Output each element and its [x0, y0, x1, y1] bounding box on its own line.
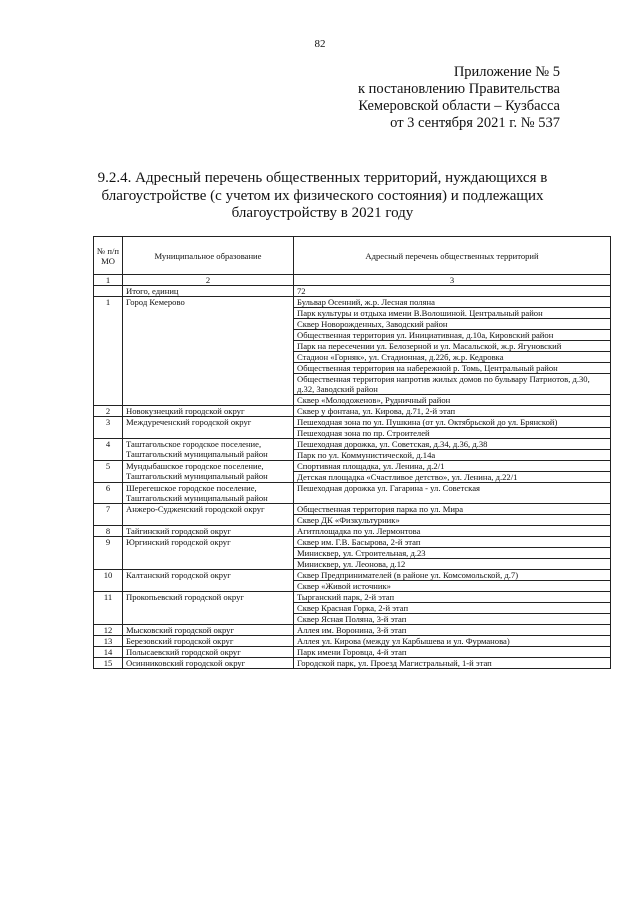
- row-number: 14: [94, 647, 123, 658]
- table-row: [94, 483, 611, 504]
- table-body: [94, 275, 611, 669]
- territory-item: Сквер Новорожденных, Заводский район: [294, 319, 611, 330]
- total-value: 72: [294, 286, 611, 297]
- table-row: [94, 537, 611, 548]
- municipality-name: Шерегешское городское поселение, Таштагольский муниципальный район: [123, 483, 294, 504]
- table-row: [94, 504, 611, 515]
- header-territories: Адресный перечень общественных территорий: [294, 237, 611, 275]
- territory-item: Стадион «Горняк», ул. Стадионная, д.22б, ж.р. Кедровка: [294, 352, 611, 363]
- municipality-name: Юргинский городской округ: [123, 537, 294, 570]
- row-number: 1: [94, 297, 123, 406]
- territory-item: Общественная территория парка по ул. Мира: [294, 504, 611, 515]
- territory-item: Пешеходная дорожка, ул. Советская, д.34, д.36, д.38: [294, 439, 611, 450]
- territory-item: Аллея им. Воронина, 3-й этап: [294, 625, 611, 636]
- territory-item: Общественная территория ул. Инициативная, д.10а, Кировский район: [294, 330, 611, 341]
- col-number: 3: [294, 275, 611, 286]
- territory-item: Пешеходная зона по пр. Строителей: [294, 428, 611, 439]
- municipality-name: Мысковский городской округ: [123, 625, 294, 636]
- table-row: [94, 461, 611, 472]
- territory-item: Общественная территория на набережной р. Томь, Центральный район: [294, 363, 611, 374]
- territory-item: Аллея ул. Кирова (между ул Карбышева и ул. Фурманова): [294, 636, 611, 647]
- total-num-cell: [94, 286, 123, 297]
- table-row: [94, 417, 611, 428]
- territory-item: Минисквер, ул. Строительная, д.23: [294, 548, 611, 559]
- table-row: [94, 439, 611, 450]
- row-number: 15: [94, 658, 123, 669]
- row-number: 2: [94, 406, 123, 417]
- territory-item: Пешеходная дорожка ул. Гагарина - ул. Советская: [294, 483, 611, 504]
- municipality-name: Таштагольское городское поселение, Таштагольский муниципальный район: [123, 439, 294, 461]
- territory-item: Парк по ул. Коммунистической, д.14а: [294, 450, 611, 461]
- territories-table: [93, 236, 611, 669]
- territory-item: Сквер Ясная Поляна, 3-й этап: [294, 614, 611, 625]
- municipality-name: Новокузнецкий городской округ: [123, 406, 294, 417]
- table-row: [94, 647, 611, 658]
- territory-item: Сквер «Живой источник»: [294, 581, 611, 592]
- municipality-name: Мундыбашское городское поселение, Таштагольский муниципальный район: [123, 461, 294, 483]
- territory-item: Общественная территория напротив жилых домов по бульвару Патриотов, д.30, д.32, Заводский район: [294, 374, 611, 395]
- row-number: 4: [94, 439, 123, 461]
- municipality-name: Осинниковский городской округ: [123, 658, 294, 669]
- territory-item: Парк культуры и отдыха имени В.Волошиной. Центральный район: [294, 308, 611, 319]
- territory-item: Спортивная площадка, ул. Ленина, д.2/1: [294, 461, 611, 472]
- territory-item: Минисквер, ул. Леонова, д.12: [294, 559, 611, 570]
- territory-item: Пешеходная зона по ул. Пушкина (от ул. Октябрьской до ул. Брянской): [294, 417, 611, 428]
- appendix-line: Приложение № 5: [453, 64, 560, 80]
- territory-item: Агитплощадка по ул. Лермонтова: [294, 526, 611, 537]
- table-row: [94, 526, 611, 537]
- municipality-name: Тайгинский городской округ: [123, 526, 294, 537]
- territory-item: Бульвар Осенний, ж.р. Лесная поляна: [294, 297, 611, 308]
- territory-item: Парк на пересечении ул. Белозерной и ул. Масальской, ж.р. Ягуновский: [294, 341, 611, 352]
- table-row: [94, 297, 611, 308]
- page-number: 82: [314, 38, 326, 50]
- territory-item: Парк имени Горовца, 4-й этап: [294, 647, 611, 658]
- appendix-line: от 3 сентября 2021 г. № 537: [390, 115, 560, 131]
- row-number: 5: [94, 461, 123, 483]
- row-number: 10: [94, 570, 123, 592]
- row-number: 12: [94, 625, 123, 636]
- row-number: 7: [94, 504, 123, 526]
- table-row: [94, 636, 611, 647]
- table-row: [94, 406, 611, 417]
- table-row: [94, 570, 611, 581]
- col-number: 1: [94, 275, 123, 286]
- territory-item: Сквер у фонтана, ул. Кирова, д.71, 2-й этап: [294, 406, 611, 417]
- appendix-block: [358, 64, 560, 132]
- territory-item: Сквер «Молодоженов», Рудничный район: [294, 395, 611, 406]
- header-num: № п/п МО: [94, 237, 123, 275]
- municipality-name: Анжеро-Судженский городской округ: [123, 504, 294, 526]
- territory-item: Сквер ДК «Физкультурник»: [294, 515, 611, 526]
- appendix-line: к постановлению Правительства: [358, 81, 560, 97]
- municipality-name: Полысаевский городской округ: [123, 647, 294, 658]
- municipality-name: Город Кемерово: [123, 297, 294, 406]
- row-number: 9: [94, 537, 123, 570]
- table-row: [94, 658, 611, 669]
- row-number: 8: [94, 526, 123, 537]
- territory-item: Сквер Предпринимателей (в районе ул. Комсомольской, д.7): [294, 570, 611, 581]
- row-number: 13: [94, 636, 123, 647]
- row-number: 11: [94, 592, 123, 625]
- territory-item: Городской парк, ул. Проезд Магистральный, 1-й этап: [294, 658, 611, 669]
- col-number: 2: [123, 275, 294, 286]
- total-label: Итого, единиц: [123, 286, 294, 297]
- row-number: 6: [94, 483, 123, 504]
- table-row: [94, 592, 611, 603]
- territory-item: Сквер им. Г.В. Басырова, 2-й этап: [294, 537, 611, 548]
- header-municipality: Муниципальное образование: [123, 237, 294, 275]
- table-row: [94, 625, 611, 636]
- municipality-name: Прокопьевский городской округ: [123, 592, 294, 625]
- appendix-line: Кемеровской области – Кузбасса: [358, 98, 560, 114]
- territory-item: Детская площадка «Счастливое детство», ул. Ленина, д.22/1: [294, 472, 611, 483]
- section-heading: 9.2.4. Адресный перечень общественных территорий, нуждающихся в благоустройстве (с учетом их физического состояния) и подлежащих благоустройству в 2021 году: [97, 170, 548, 221]
- territory-item: Сквер Красная Горка, 2-й этап: [294, 603, 611, 614]
- municipality-name: Междуреченский городской округ: [123, 417, 294, 439]
- territory-item: Тырганский парк, 2-й этап: [294, 592, 611, 603]
- municipality-name: Калтанский городской округ: [123, 570, 294, 592]
- row-number: 3: [94, 417, 123, 439]
- municipality-name: Березовский городской округ: [123, 636, 294, 647]
